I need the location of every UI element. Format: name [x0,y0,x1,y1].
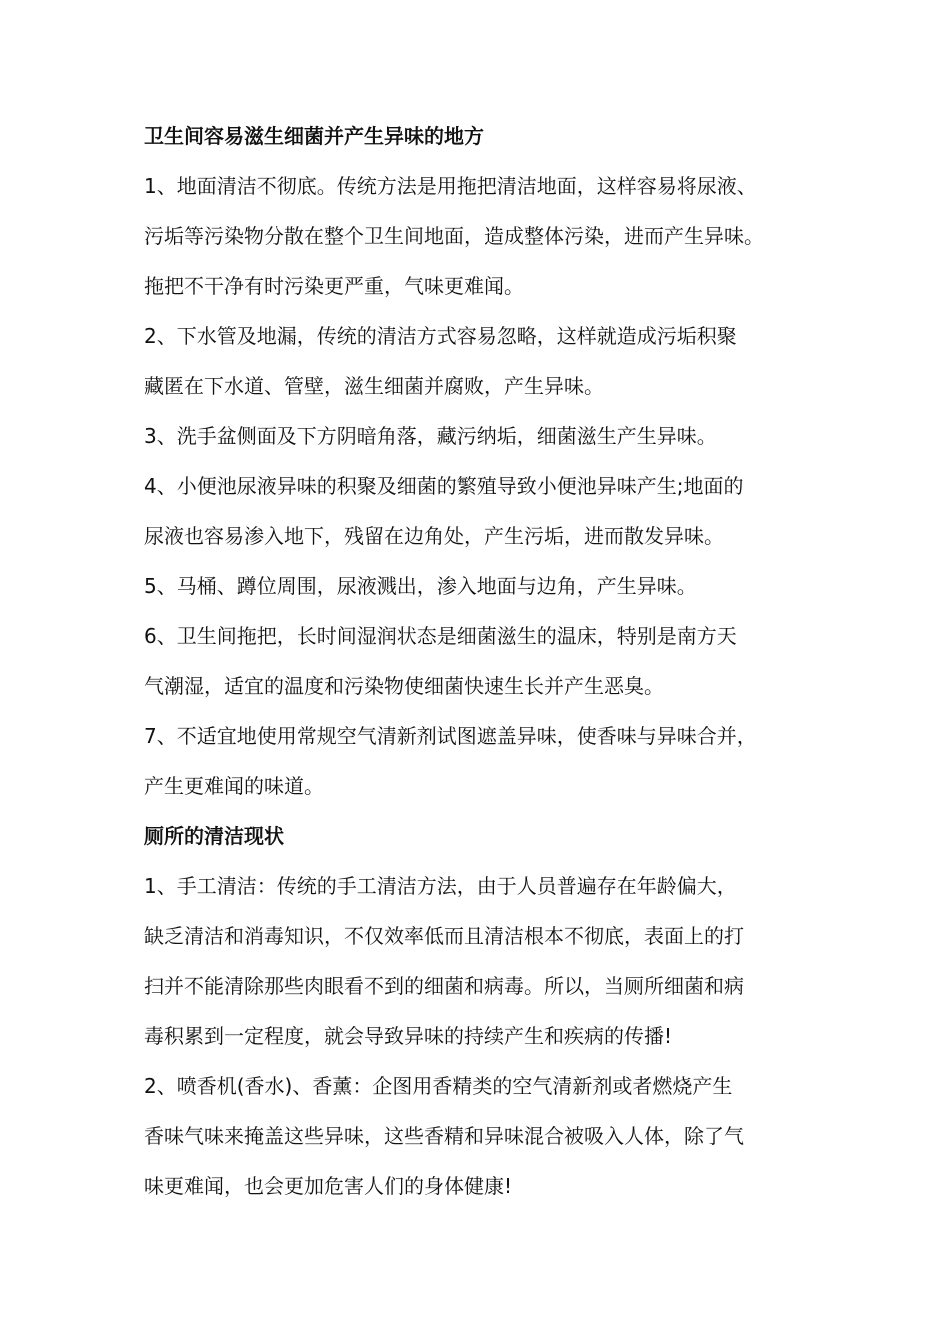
paragraph-line: 7、不适宜地使用常规空气清新剂试图遮盖异味，使香味与异味合并， [144,724,757,748]
paragraph-line: 尿液也容易渗入地下，残留在边角处，产生污垢，进而散发异味。 [144,524,724,548]
paragraph-line: 产生更难闻的味道。 [144,774,324,798]
paragraph-line: 气潮湿，适宜的温度和污染物使细菌快速生长并产生恶臭。 [144,674,664,698]
paragraph-line: 扫并不能清除那些肉眼看不到的细菌和病毒。所以，当厕所细菌和病 [144,974,744,998]
paragraph-line: 5、马桶、蹲位周围，尿液溅出，渗入地面与边角，产生异味。 [144,574,697,598]
paragraph-line: 污垢等污染物分散在整个卫生间地面，造成整体污染，进而产生异味。 [144,224,764,248]
paragraph-line: 2、喷香机(香水)、香薰：企图用香精类的空气清新剂或者燃烧产生 [144,1074,733,1098]
paragraph-line: 香味气味来掩盖这些异味，这些香精和异味混合被吸入人体，除了气 [144,1124,744,1148]
paragraph-line: 拖把不干净有时污染更严重，气味更难闻。 [144,274,524,298]
paragraph-line: 1、地面清洁不彻底。传统方法是用拖把清洁地面，这样容易将尿液、 [144,174,757,198]
section-heading-cleaning-status: 厕所的清洁现状 [144,824,284,848]
paragraph-line: 藏匿在下水道、管壁，滋生细菌并腐败，产生异味。 [144,374,604,398]
paragraph-line: 缺乏清洁和消毒知识，不仅效率低而且清洁根本不彻底，表面上的打 [144,924,744,948]
document-body [144,111,812,1211]
paragraph-line: 1、手工清洁：传统的手工清洁方法，由于人员普遍存在年龄偏大， [144,874,737,898]
paragraph-line: 2、下水管及地漏，传统的清洁方式容易忽略，这样就造成污垢积聚 [144,324,737,348]
paragraph-line: 毒积累到一定程度，就会导致异味的持续产生和疾病的传播! [144,1024,673,1048]
section-heading-odor-sources: 卫生间容易滋生细菌并产生异味的地方 [144,124,484,148]
paragraph-line: 3、洗手盆侧面及下方阴暗角落，藏污纳垢，细菌滋生产生异味。 [144,424,717,448]
paragraph-line: 4、小便池尿液异味的积聚及细菌的繁殖导致小便池异味产生;地面的 [144,474,744,498]
paragraph-line: 6、卫生间拖把，长时间湿润状态是细菌滋生的温床，特别是南方天 [144,624,737,648]
paragraph-line: 味更难闻，也会更加危害人们的身体健康! [144,1174,513,1198]
